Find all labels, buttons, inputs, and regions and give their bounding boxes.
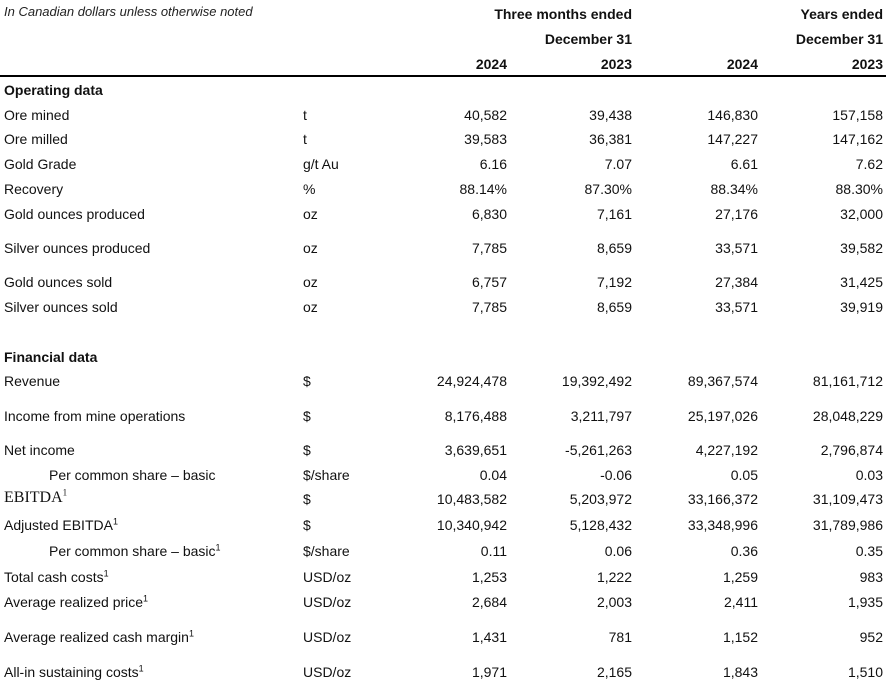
value-q4-2024: 10,340,942	[436, 517, 507, 533]
row-label-text: Ore milled	[4, 131, 68, 147]
value-q4-2023: 781	[608, 629, 632, 645]
value-fy-2024: 27,384	[715, 274, 758, 290]
value-fy-2023: 88.30%	[835, 181, 883, 197]
row-label-text: Gold ounces produced	[4, 206, 145, 222]
row-label	[4, 373, 60, 389]
header-three-months-line1: Three months ended	[494, 6, 632, 22]
row-unit: $	[303, 517, 311, 533]
table-row	[0, 129, 888, 149]
row-label-text: Silver ounces produced	[4, 240, 151, 256]
table-row	[0, 272, 888, 292]
value-q4-2023: 7.07	[604, 156, 632, 172]
value-fy-2024: 146,830	[707, 107, 758, 123]
row-unit: $	[303, 408, 311, 424]
value-q4-2024: 0.04	[479, 467, 507, 483]
row-label	[4, 517, 118, 533]
row-label	[4, 181, 63, 197]
row-unit: t	[303, 131, 307, 147]
value-fy-2024: 89,367,574	[687, 373, 758, 389]
value-fy-2024: 147,227	[707, 131, 758, 147]
value-q4-2024: 10,483,582	[436, 491, 507, 507]
row-label-text: Income from mine operations	[4, 408, 186, 424]
value-fy-2023: 2,796,874	[820, 442, 883, 458]
value-fy-2024: 1,259	[722, 569, 758, 585]
value-q4-2024: 6.16	[479, 156, 507, 172]
table-row	[0, 154, 888, 174]
row-label-text: Net income	[4, 442, 75, 458]
row-unit: g/t Au	[303, 156, 339, 172]
value-q4-2024: 39,583	[464, 131, 507, 147]
value-fy-2024: 1,152	[722, 629, 758, 645]
value-q4-2023: 2,165	[596, 664, 632, 680]
value-q4-2024: 1,431	[471, 629, 507, 645]
value-q4-2023: 7,161	[596, 206, 632, 222]
row-unit: $/share	[303, 467, 350, 483]
row-label	[4, 107, 69, 123]
row-label-text: Total cash costs	[4, 569, 104, 585]
value-fy-2023: 39,919	[840, 299, 883, 315]
value-fy-2024: 25,197,026	[687, 408, 758, 424]
table-row	[0, 465, 888, 485]
row-label	[4, 240, 150, 256]
table-row	[0, 627, 888, 647]
row-label	[4, 131, 68, 147]
value-q4-2024: 7,785	[471, 240, 507, 256]
value-fy-2024: 4,227,192	[695, 442, 758, 458]
table-row	[0, 204, 888, 224]
value-q4-2023: 36,381	[589, 131, 632, 147]
value-fy-2023: 952	[859, 629, 883, 645]
value-q4-2024: 24,924,478	[436, 373, 507, 389]
section-title	[4, 349, 97, 365]
footnote-marker: 1	[112, 516, 118, 527]
row-unit: USD/oz	[303, 629, 352, 645]
value-q4-2023: -5,261,263	[565, 442, 632, 458]
value-q4-2023: 19,392,492	[561, 373, 632, 389]
row-label	[4, 156, 76, 172]
row-label-text: Per common share – basic	[49, 543, 216, 559]
row-label	[4, 569, 109, 585]
currency-note: In Canadian dollars unless otherwise noted	[4, 4, 253, 19]
value-q4-2023: 87.30%	[584, 181, 632, 197]
table-row	[0, 662, 888, 682]
value-fy-2024: 2,411	[724, 594, 758, 610]
row-label-text: Gold ounces sold	[4, 274, 113, 290]
row-label	[4, 299, 118, 315]
row-label-text: Financial data	[4, 349, 98, 365]
row-unit: oz	[303, 240, 318, 256]
table-row	[0, 592, 888, 612]
row-label	[4, 489, 67, 507]
footnote-marker: 1	[215, 542, 221, 553]
value-fy-2023: 983	[859, 569, 883, 585]
value-fy-2023: 147,162	[832, 131, 883, 147]
row-unit: USD/oz	[303, 664, 352, 680]
row-unit: $/share	[303, 543, 350, 559]
section-title	[4, 82, 103, 98]
row-unit: USD/oz	[303, 594, 352, 610]
header-divider	[0, 75, 886, 77]
row-label	[4, 442, 75, 458]
row-unit: oz	[303, 206, 318, 222]
header-col-c: 2024	[726, 56, 758, 72]
row-label	[4, 206, 145, 222]
table-row	[0, 440, 888, 460]
value-q4-2023: 7,192	[596, 274, 632, 290]
row-label-text: Per common share – basic	[49, 467, 216, 483]
value-q4-2023: 0.06	[604, 543, 632, 559]
value-fy-2024: 33,571	[715, 240, 758, 256]
value-fy-2023: 0.35	[855, 543, 883, 559]
value-q4-2023: 1,222	[596, 569, 632, 585]
table-row	[0, 371, 888, 391]
row-unit: oz	[303, 274, 318, 290]
value-fy-2023: 39,582	[840, 240, 883, 256]
row-label-text: EBITDA	[4, 489, 63, 506]
table-row	[0, 541, 888, 561]
table-row	[0, 179, 888, 199]
value-q4-2023: -0.06	[600, 467, 632, 483]
header-years-line2: December 31	[795, 31, 883, 47]
footnote-marker: 1	[103, 568, 109, 579]
value-q4-2023: 2,003	[596, 594, 632, 610]
table-row	[0, 105, 888, 125]
row-label	[4, 664, 144, 680]
value-fy-2024: 0.36	[730, 543, 758, 559]
section-header-row	[0, 347, 888, 367]
row-unit: $	[303, 442, 311, 458]
row-unit: %	[303, 181, 316, 197]
row-label-text: Operating data	[4, 82, 103, 98]
header-years-line1: Years ended	[800, 6, 883, 22]
row-label-text: Average realized cash margin	[4, 629, 189, 645]
table-row	[0, 515, 888, 535]
row-unit: $	[303, 491, 311, 507]
value-fy-2024: 0.05	[730, 467, 758, 483]
value-fy-2023: 31,789,986	[812, 517, 883, 533]
value-q4-2024: 6,757	[471, 274, 507, 290]
value-fy-2023: 0.03	[855, 467, 883, 483]
value-fy-2024: 33,166,372	[687, 491, 758, 507]
value-q4-2023: 8,659	[596, 240, 632, 256]
row-label-text: Silver ounces sold	[4, 299, 118, 315]
row-unit: oz	[303, 299, 318, 315]
table-row	[0, 406, 888, 426]
header-col-d: 2023	[851, 56, 883, 72]
section-header-row	[0, 80, 888, 100]
value-fy-2023: 81,161,712	[812, 373, 883, 389]
row-unit: USD/oz	[303, 569, 352, 585]
row-label	[4, 274, 112, 290]
row-label-text: Adjusted EBITDA	[4, 517, 113, 533]
value-fy-2024: 33,571	[715, 299, 758, 315]
row-unit: t	[303, 107, 307, 123]
row-label-text: All-in sustaining costs	[4, 664, 139, 680]
row-label-text: Revenue	[4, 373, 61, 389]
table-row	[0, 297, 888, 317]
row-label	[4, 408, 185, 424]
value-fy-2023: 28,048,229	[812, 408, 883, 424]
value-q4-2024: 1,253	[471, 569, 507, 585]
header-three-months-line2: December 31	[544, 31, 632, 47]
value-q4-2024: 1,971	[471, 664, 507, 680]
value-fy-2023: 1,935	[847, 594, 883, 610]
value-fy-2023: 157,158	[832, 107, 883, 123]
value-fy-2024: 88.34%	[710, 181, 758, 197]
value-fy-2023: 31,425	[840, 274, 883, 290]
value-q4-2024: 7,785	[471, 299, 507, 315]
row-label	[4, 594, 148, 610]
value-q4-2024: 8,176,488	[444, 408, 507, 424]
value-q4-2023: 5,128,432	[569, 517, 632, 533]
row-label-text: Gold Grade	[4, 156, 77, 172]
value-q4-2024: 3,639,651	[444, 442, 507, 458]
value-q4-2024: 40,582	[464, 107, 507, 123]
row-label-text: Ore mined	[4, 107, 70, 123]
value-fy-2023: 7.62	[855, 156, 883, 172]
value-q4-2024: 0.11	[480, 543, 507, 559]
footnote-marker: 1	[138, 663, 144, 674]
row-label-text: Average realized price	[4, 594, 144, 610]
value-fy-2024: 1,843	[722, 664, 758, 680]
row-label	[4, 629, 194, 645]
value-fy-2024: 6.61	[730, 156, 758, 172]
header-col-b: 2023	[600, 56, 632, 72]
value-fy-2023: 1,510	[847, 664, 883, 680]
row-unit: $	[303, 373, 311, 389]
table-row	[0, 489, 888, 509]
value-fy-2024: 33,348,996	[687, 517, 758, 533]
value-q4-2024: 6,830	[471, 206, 507, 222]
value-q4-2023: 5,203,972	[569, 491, 632, 507]
value-fy-2023: 32,000	[840, 206, 883, 222]
value-q4-2024: 88.14%	[459, 181, 507, 197]
value-q4-2023: 39,438	[589, 107, 632, 123]
row-label	[49, 467, 216, 483]
value-q4-2023: 3,211,797	[570, 408, 632, 424]
header-col-a: 2024	[475, 56, 507, 72]
row-label	[49, 543, 221, 559]
table-row	[0, 238, 888, 258]
value-q4-2024: 2,684	[471, 594, 507, 610]
row-label-text: Recovery	[4, 181, 64, 197]
value-fy-2024: 27,176	[715, 206, 758, 222]
table-row	[0, 567, 888, 587]
footnote-marker: 1	[143, 593, 149, 604]
value-fy-2023: 31,109,473	[812, 491, 883, 507]
value-q4-2023: 8,659	[596, 299, 632, 315]
footnote-marker: 1	[62, 487, 68, 498]
footnote-marker: 1	[188, 628, 194, 639]
